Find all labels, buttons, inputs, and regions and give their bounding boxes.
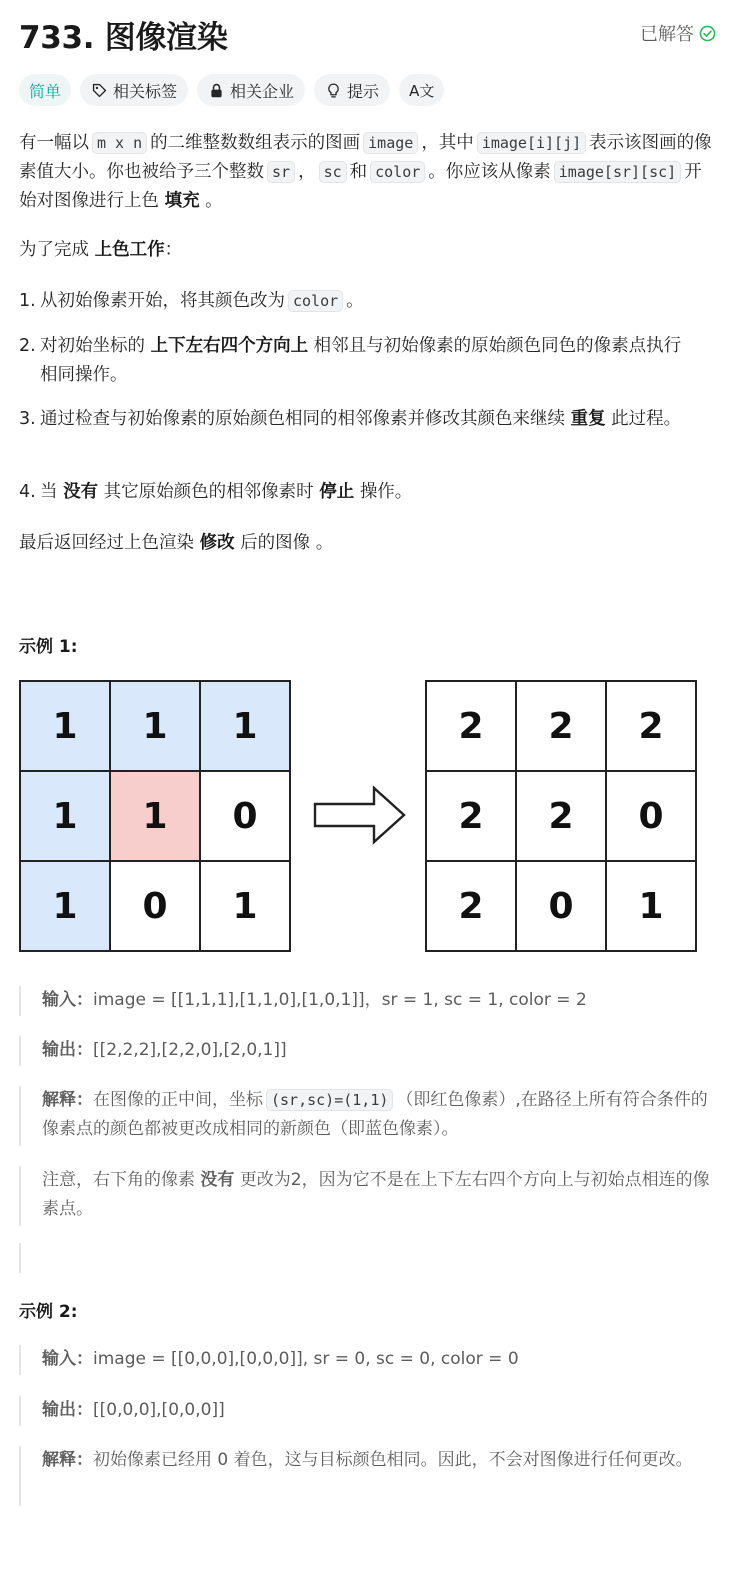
text: 开始对图像进行上色 <box>19 162 702 211</box>
text: 和 <box>349 162 368 182</box>
inline-code: sr <box>267 161 295 183</box>
text: 当 <box>40 482 58 502</box>
list-number: 1. <box>19 291 36 311</box>
grid-cell: 1 <box>20 681 110 771</box>
text: 通过检查与初始像素的原始颜色相同的相邻像素并修改其颜色来继续 <box>40 409 565 429</box>
text: 对初始坐标的 <box>40 336 145 356</box>
title-row <box>19 10 716 58</box>
grid-cell: 1 <box>606 861 696 951</box>
example-1-empty-line <box>19 1243 715 1273</box>
grid-cell: 2 <box>426 681 516 771</box>
step-item-1 <box>19 287 694 316</box>
bold-text: 没有 <box>63 482 99 502</box>
grid-cell: 2 <box>426 861 516 951</box>
inline-code: sc <box>319 161 347 183</box>
text: 最后返回经过上色渲染 <box>19 533 194 553</box>
list-number: 4. <box>19 482 36 502</box>
input-label: 输入： <box>42 1349 93 1369</box>
translate-icon: A文 <box>409 81 435 100</box>
text: 的二维整数数组表示的图画 <box>150 133 361 153</box>
grid-cell: 0 <box>200 771 290 861</box>
bold-text: 停止 <box>319 482 355 502</box>
inline-code: image[sr][sc] <box>554 161 681 183</box>
hint-label: 提示 <box>347 81 380 101</box>
input-value: image = [[1,1,1],[1,1,0],[1,0,1]]，sr = 1, sc = 1, color = 2 <box>93 990 587 1010</box>
output-label: 输出： <box>42 1400 93 1420</box>
description-paragraph-2 <box>19 236 714 265</box>
inline-code: (sr,sc)=(1,1) <box>266 1089 393 1111</box>
lock-icon <box>208 82 225 99</box>
example-1-input <box>19 986 715 1016</box>
grid-cell: 2 <box>426 771 516 861</box>
example-1-note <box>19 1166 715 1226</box>
grid-cell: 2 <box>606 681 696 771</box>
grid-cell-start: 1 <box>110 771 200 861</box>
text: ， <box>298 162 316 182</box>
description-paragraph-1 <box>19 129 714 216</box>
text: （即红色像素）,在路径上所有符合条件的像素点的颜色都被更改成相同的新颜色（即蓝色像素）。 <box>42 1090 708 1139</box>
step-item-4 <box>19 478 694 507</box>
arrow-right-icon <box>312 784 408 846</box>
text: 操作。 <box>359 482 413 502</box>
grid-cell: 1 <box>20 771 110 861</box>
example-2-input <box>19 1345 715 1375</box>
grid-cell: 2 <box>516 681 606 771</box>
grid-before <box>19 680 291 952</box>
lightbulb-icon <box>325 82 342 99</box>
related-tags-label: 相关标签 <box>113 81 178 101</box>
text: 其它原始颜色的相邻像素时 <box>103 482 314 502</box>
example-1-output <box>19 1036 715 1066</box>
tag-icon <box>91 82 108 99</box>
example-1-heading: 示例 1: <box>19 637 78 657</box>
tag-bar <box>19 74 444 106</box>
example-2-output <box>19 1396 715 1426</box>
list-number: 2. <box>19 336 36 356</box>
example-2-explanation <box>19 1446 715 1506</box>
grid-cell: 1 <box>20 861 110 951</box>
example-1-explanation <box>19 1086 715 1146</box>
grid-cell: 2 <box>516 771 606 861</box>
text: 更改为2，因为它不是在上下左右四个方向上与初始点相连的像素点。 <box>42 1170 710 1219</box>
grid-cell: 0 <box>516 861 606 951</box>
explain-value: 初始像素已经用 0 着色，这与目标颜色相同。因此，不会对图像进行任何更改。 <box>93 1450 693 1470</box>
related-companies-button[interactable] <box>197 74 305 106</box>
text: 。 <box>205 191 223 211</box>
output-label: 输出： <box>42 1040 93 1060</box>
inline-code: color <box>288 290 343 312</box>
text: 注意，右下角的像素 <box>42 1170 195 1190</box>
explain-label: 解释： <box>42 1450 93 1470</box>
inline-code: color <box>370 161 425 183</box>
hint-button[interactable] <box>314 74 390 106</box>
text: ： <box>164 240 183 260</box>
explain-label: 解释： <box>42 1090 93 1110</box>
text: 相邻且与初始像素的原始颜色同色的像素点执行相同操作。 <box>40 336 682 385</box>
related-companies-label: 相关企业 <box>230 81 295 101</box>
text: 。你应该从像素 <box>428 162 551 182</box>
text: 后的图像 。 <box>240 533 334 553</box>
grid-cell: 0 <box>110 861 200 951</box>
grid-cell: 1 <box>200 681 290 771</box>
step-item-2 <box>19 332 694 390</box>
grid-cell: 1 <box>110 681 200 771</box>
description-paragraph-3 <box>19 529 714 558</box>
solved-status[interactable] <box>640 20 716 46</box>
bold-text: 填充 <box>164 191 200 211</box>
grid-after <box>425 680 697 952</box>
list-number: 3. <box>19 409 36 429</box>
bold-text: 没有 <box>200 1170 235 1190</box>
input-label: 输入： <box>42 990 93 1010</box>
translate-button[interactable] <box>399 74 444 106</box>
text: 从初始像素开始，将其颜色改为 <box>40 291 285 311</box>
bold-text: 上色工作 <box>94 240 165 260</box>
bold-text: 修改 <box>199 533 235 553</box>
output-value: [[2,2,2],[2,2,0],[2,0,1]] <box>93 1040 287 1060</box>
example-2-heading: 示例 2: <box>19 1302 78 1322</box>
bold-text: 上下左右四个方向上 <box>150 336 309 356</box>
grid-cell: 1 <box>200 861 290 951</box>
text: 在图像的正中间，坐标 <box>93 1090 263 1110</box>
input-value: image = [[0,0,0],[0,0,0]], sr = 0, sc = 0, color = 0 <box>93 1349 519 1369</box>
difficulty-badge: 简单 <box>19 74 71 106</box>
text: 表示该图画的像素值大小。你也被给予三个整数 <box>19 133 712 182</box>
check-circle-icon <box>699 25 716 42</box>
step-item-3 <box>19 405 694 434</box>
inline-code: image[i][j] <box>477 132 586 154</box>
solved-label: 已解答 <box>640 24 694 45</box>
related-tags-button[interactable] <box>80 74 188 106</box>
bold-text: 重复 <box>570 409 606 429</box>
output-value: [[0,0,0],[0,0,0]] <box>93 1400 225 1420</box>
grid-cell: 0 <box>606 771 696 861</box>
text: 。 <box>346 291 364 311</box>
inline-code: m x n <box>92 132 147 154</box>
problem-title: 733. 图像渲染 <box>19 19 228 56</box>
text: 此过程。 <box>611 409 682 429</box>
text: 有一幅以 <box>19 133 89 153</box>
inline-code: image <box>363 132 418 154</box>
text: 为了完成 <box>19 240 89 260</box>
text: ，其中 <box>421 133 474 153</box>
